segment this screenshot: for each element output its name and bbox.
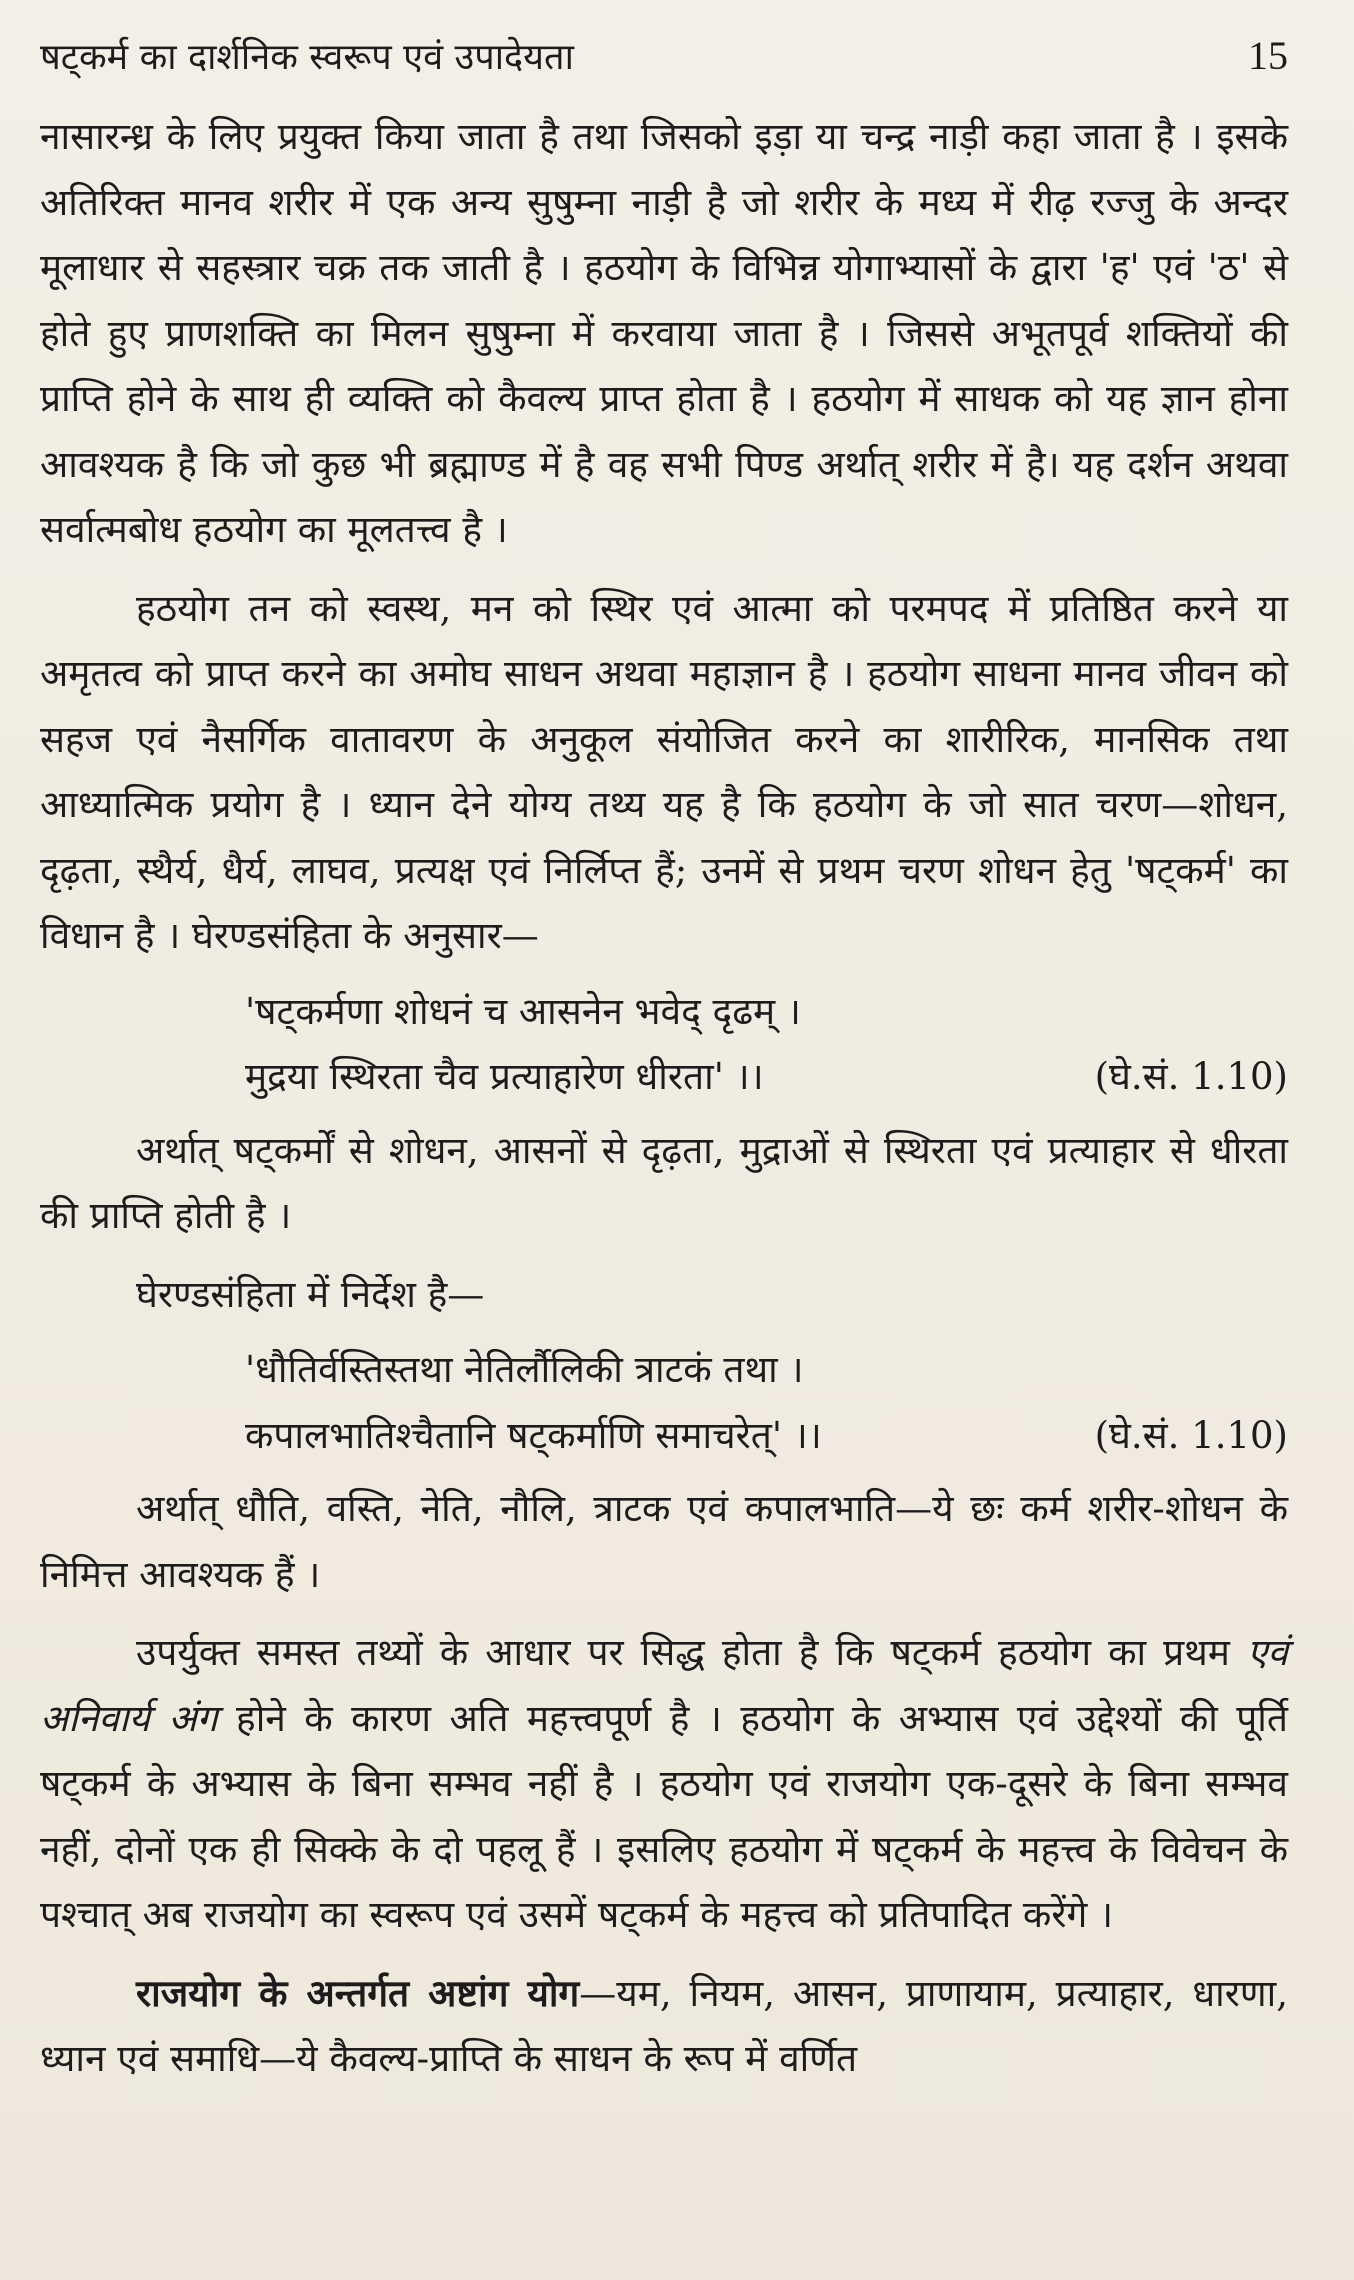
section-heading-ashtanga-yoga: राजयोग के अन्तर्गत अष्टांग योग [136,1970,580,2015]
chapter-title: षट्कर्म का दार्शनिक स्वरूप एवं उपादेयता [40,37,574,78]
verse-block-2 [40,1337,1288,1468]
paragraph-4: घेरण्डसंहिता में निर्देश है— [136,1272,485,1316]
page-number: 15 [1248,33,1288,78]
paragraph-6 [40,1620,1288,1948]
paragraph-1: नासारन्ध्र के लिए प्रयुक्त किया जाता है तथा जिसको इड़ा या चन्द्र नाड़ी कहा जाता है । इसके अतिरिक्त मानव शरीर में एक अन्य सुषुम्ना नाड़ी है जो शरीर के मध्य में रीढ़ रज्जु के अन्दर मूलाधार से सहस्त्रार चक्र तक जाती है । हठयोग के विभिन्न योगाभ्यासों के द्वारा 'ह' एवं 'ठ' से होते हुए प्राणशक्ति का मिलन सुषुम्ना में करवाया जाता है । जिससे अभूतपूर्व शक्तियों की प्राप्ति होने के साथ ही व्यक्ति को कैवल्य प्राप्त होता है । हठयोग में साधक को यह ज्ञान होना आवश्यक है कि जो कुछ भी ब्रह्माण्ड में है वह सभी पिण्ड अर्थात् शरीर में है। यह दर्शन अथवा सर्वात्मबोध हठयोग का मूलतत्त्व है । [40,115,1288,551]
verse-block-1 [40,979,1288,1110]
paragraph-7 [40,1961,1288,2092]
running-header [40,34,1288,80]
verse-2-reference: (घे.सं. 1.10) [1094,1413,1288,1457]
verse-1-line-2: मुद्रया स्थिरता चैव प्रत्याहारेण धीरता' ।। [245,1055,764,1098]
paragraph-3: अर्थात् षट्कर्मों से शोधन, आसनों से दृढ़ता, मुद्राओं से स्थिरता एवं प्रत्याहार से धीरता की प्राप्ति होती है । [40,1128,1288,1237]
verse-2-line-1: 'धौतिर्वस्तिस्तथा नेतिर्लौलिकी त्राटकं तथा । [245,1348,804,1391]
paragraph-6-rest: होने के कारण अति महत्त्वपूर्ण है । हठयोग के अभ्यास एवं उद्देश्यों की पूर्ति षट्कर्म के अभ्यास के बिना सम्भव नहीं है । हठयोग एवं राजयोग एक-दूसरे के बिना सम्भव नहीं, दोनों एक ही सिक्के के दो पहलू हैं । इसलिए हठयोग में षट्कर्म के महत्त्व के विवेचन के पश्चात् अब राजयोग का स्वरूप एवं उसमें षट्कर्म के महत्त्व को प्रतिपादित करेंगे । [40,1696,1288,1936]
paragraph-6-start: उपर्युक्त समस्त तथ्यों के आधार पर सिद्ध होता है कि षट्कर्म हठयोग का प्रथम [136,1631,1247,1674]
verse-1-reference: (घे.सं. 1.10) [1094,1055,1288,1098]
paragraph-2: हठयोग तन को स्वस्थ, मन को स्थिर एवं आत्मा को परमपद में प्रतिष्ठित करने या अमृतत्व को प्राप्त करने का अमोघ साधन अथवा महाज्ञान है । हठयोग साधना मानव जीवन को सहज एवं नैसर्गिक वातावरण के अनुकूल संयोजित करने का शारीरिक, मानसिक तथा आध्यात्मिक प्रयोग है । ध्यान देने योग्य तथ्य यह है कि हठयोग के जो सात चरण—शोधन, दृढ़ता, स्थैर्य, धैर्य, लाघव, प्रत्यक्ष एवं निर्लिप्त हैं; उनमें से प्रथम चरण शोधन हेतु 'षट्कर्म' का विधान है । घेरण्डसंहिता के अनुसार— [40,586,1288,957]
paragraph-7-rest: —यम, नियम, आसन, प्राणायाम, प्रत्याहार, धारणा, ध्यान एवं समाधि—ये कैवल्य-प्राप्ति के साधन के रूप में वर्णित [40,1971,1288,2080]
paragraph-5: अर्थात् धौति, वस्ति, नेति, नौलि, त्राटक एवं कपालभाति—ये छः कर्म शरीर-शोधन के निमित्त आवश्यक हैं । [40,1487,1288,1596]
paragraph-6-italic-phrase: एवं अनिवार्य अंग [40,1631,1288,1740]
verse-2-line-2: कपालभातिश्चैतानि षट्कर्माणि समाचरेत्' ।। [245,1413,822,1457]
verse-1-line-1: 'षट्कर्मणा शोधनं च आसनेन भवेद् दृढम् । [245,989,801,1033]
